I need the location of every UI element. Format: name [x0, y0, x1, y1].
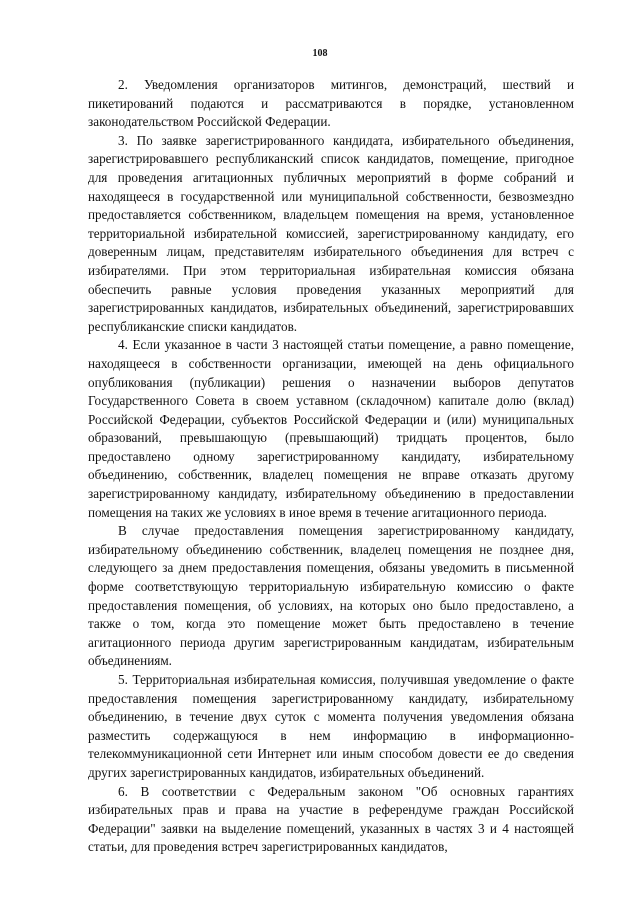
page-number: 108 — [312, 48, 328, 59]
paragraph-4: 4. Если указанное в части 3 настоящей статьи помещение, а равно помещение, находящееся в собственности организации, имеющей на день официального опубликования (публикации) решения о назначении выборов депутатов Государственного Совета в своем уставном (складочном) капитале долю (вклад) Российской Федерации, субъектов Российской Федерации и (или) муниципальных образований, превышающую (превышающий) тридцать процентов, было предоставлено одному зарегистрированному кандидату, избирательному объединению, собственник, владелец помещения не вправе отказать другому зарегистрированному кандидату, избирательному объединению в предоставлении помещения на таких же условиях в иное время в течение агитационного периода. — [88, 337, 574, 520]
paragraph-5: 5. Территориальная избирательная комиссия, получившая уведомление о факте предоставления помещения зарегистрированному кандидату, избирательному объединению, в течение двух суток с момента получения уведомления обязана разместить содержащуюся в нем информацию в информационно-телекоммуникационной сети Интернет или иным способом довести ее до сведения других зарегистрированных кандидатов, избирательных объединений. — [88, 672, 574, 780]
document-body — [88, 76, 574, 857]
paragraph-4-continued: В случае предоставления помещения зарегистрированному кандидату, избирательному объединению собственник, владелец помещения не позднее дня, следующего за днем предоставления помещения, обязаны уведомить в письменной форме соответствующую территориальную избирательную комиссию о факте предоставления помещения, об условиях, на которых оно было предоставлено, а также о том, когда это помещение может быть предоставлено в течение агитационного периода другим зарегистрированным кандидатам, избирательным объединениям. — [88, 523, 574, 669]
paragraph-6: 6. В соответствии с Федеральным законом "Об основных гарантиях избирательных прав и права на участие в референдуме граждан Российской Федерации" заявки на выделение помещений, указанных в частях 3 и 4 настоящей статьи, для проведения встреч зарегистрированных кандидатов, — [88, 783, 574, 855]
paragraph-2: 2. Уведомления организаторов митингов, демонстраций, шествий и пикетирований подаются и рассматриваются в порядке, установленном законодательством Российской Федерации. — [88, 77, 574, 130]
paragraph-3: 3. По заявке зарегистрированного кандидата, избирательного объединения, зарегистрировавшего республиканский список кандидатов, помещение, пригодное для проведения агитационных публичных мероприятий в форме собраний и находящееся в государственной или муниципальной собственности, безвозмездно предоставляется собственником, владельцем помещения на время, установленное территориальной избирательной комиссией, зарегистрированному кандидату, его доверенным лицам, представителям избирательного объединения для встреч с избирателями. При этом территориальная избирательная комиссия обязана обеспечить равные условия проведения указанных мероприятий для зарегистрированных кандидатов, избирательных объединений, зарегистрировавших республиканские списки кандидатов. — [88, 132, 574, 334]
